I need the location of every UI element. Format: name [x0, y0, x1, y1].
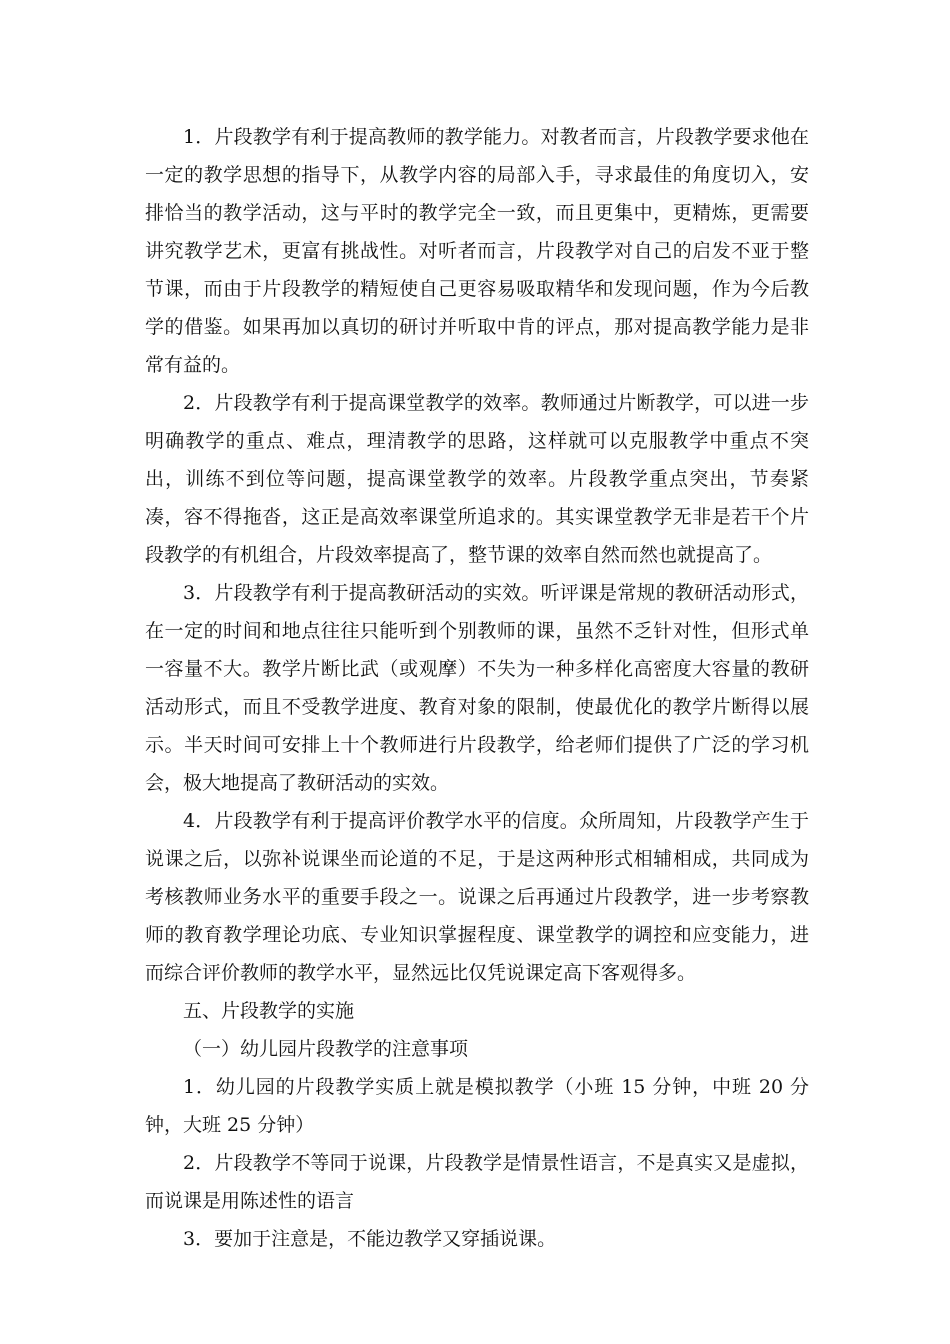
paragraph-advantage-4: 4．片段教学有利于提高评价教学水平的信度。众所周知，片段教学产生于说课之后，以弥补说课坐而论道的不足，于是这两种形式相辅相成，共同成为考核教师业务水平的重要手段之一。说课之后再通过片段教学，进一步考察教师的教育教学理论功底、专业知识掌握程度、课堂教学的调控和应变能力，进而综合评价教师的教学水平，显然远比仅凭说课定高下客观得多。 [145, 810, 809, 984]
paragraph-advantage-2: 2．片段教学有利于提高课堂教学的效率。教师通过片断教学，可以进一步明确教学的重点、难点，理清教学的思路，这样就可以克服教学中重点不突出，训练不到位等问题，提高课堂教学的效率。片段教学重点突出，节奏紧凑，容不得拖沓，这正是高效率课堂所追求的。其实课堂教学无非是若干个片段教学的有机组合，片段效率提高了，整节课的效率自然而然也就提高了。 [145, 392, 809, 566]
section-heading-implementation: 五、片段教学的实施 [183, 1000, 355, 1022]
paragraph-advantage-1: 1．片段教学有利于提高教师的教学能力。对教者而言，片段教学要求他在一定的教学思想的指导下，从教学内容的局部入手，寻求最佳的角度切入，安排恰当的教学活动，这与平时的教学完全一致，而且更集中，更精炼，更需要讲究教学艺术，更富有挑战性。对听者而言，片段教学对自己的启发不亚于整节课，而由于片段教学的精短使自己更容易吸取精华和发现问题，作为今后教学的借鉴。如果再加以真切的研讨并听取中肯的评点，那对提高教学能力是非常有益的。 [145, 126, 809, 376]
paragraph-note-3: 3．要加于注意是，不能边教学又穿插说课。 [183, 1228, 557, 1250]
paragraph-note-1: 1．幼儿园的片段教学实质上就是模拟教学（小班 15 分钟，中班 20 分钟，大班 25 分钟） [145, 1076, 809, 1136]
subsection-heading-kindergarten-notes: （一）幼儿园片段教学的注意事项 [183, 1038, 469, 1060]
paragraph-note-2: 2．片段教学不等同于说课，片段教学是情景性语言，不是真实又是虚拟，而说课是用陈述性的语言 [145, 1152, 809, 1212]
document-body [145, 118, 809, 1258]
paragraph-advantage-3: 3．片段教学有利于提高教研活动的实效。听评课是常规的教研活动形式，在一定的时间和地点往往只能听到个别教师的课，虽然不乏针对性，但形式单一容量不大。教学片断比武（或观摩）不失为一种多样化高密度大容量的教研活动形式，而且不受教学进度、教育对象的限制，使最优化的教学片断得以展示。半天时间可安排上十个教师进行片段教学，给老师们提供了广泛的学习机会，极大地提高了教研活动的实效。 [145, 582, 809, 794]
